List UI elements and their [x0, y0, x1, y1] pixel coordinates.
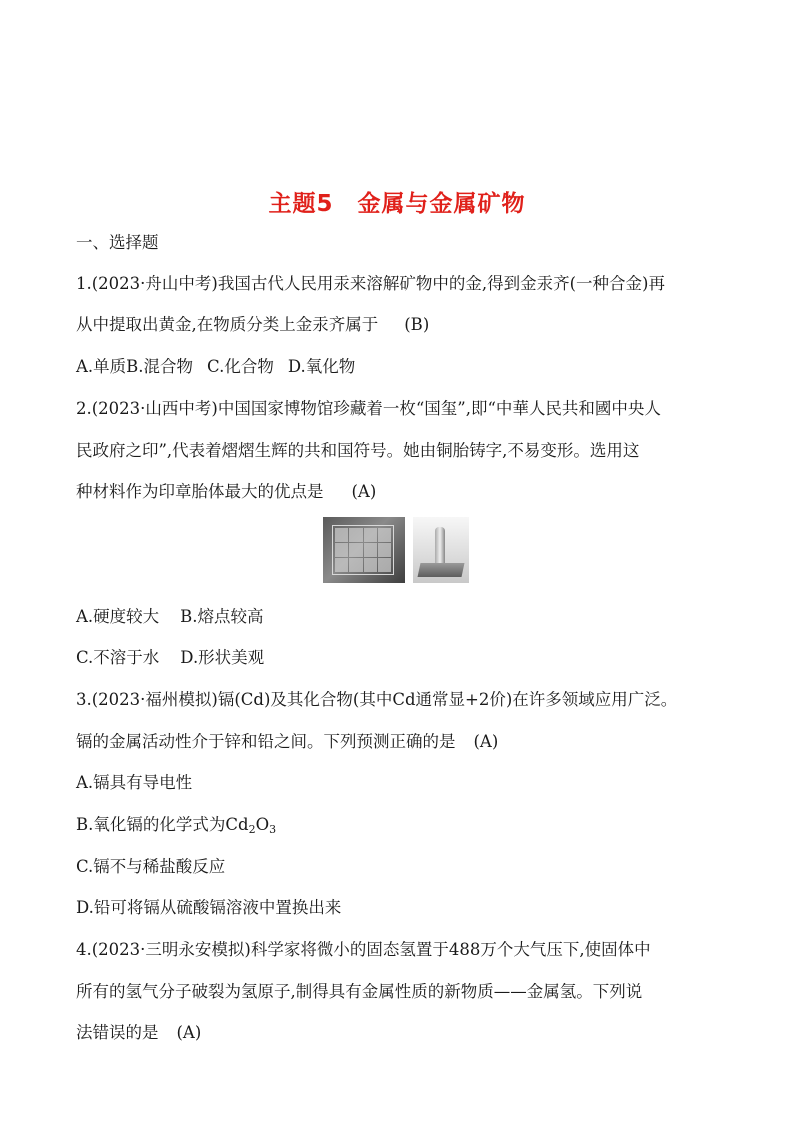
q1-option-c: C.化合物	[207, 357, 274, 376]
q2-option-a: A.硬度较大	[76, 607, 160, 626]
q1-option-a: A.单质	[76, 357, 127, 376]
page-title: 主题5 金属与金属矿物	[268, 191, 526, 217]
seal-face-image	[323, 517, 405, 583]
q2-options-row1	[76, 606, 264, 628]
q1-stem: 从中提取出黄金,在物质分类上金汞齐属于	[76, 315, 379, 334]
q1-option-b: B.混合物	[126, 357, 194, 376]
q4-stem: 法错误的是	[76, 1023, 159, 1042]
q3-option-b: B.氧化镉的化学式为$Cd_2O_3$	[76, 815, 277, 836]
q3-line2	[76, 731, 498, 753]
q2-line2: 民政府之印”,代表着熠熠生辉的共和国符号。她由铜胎铸字,不易变形。选用这	[76, 441, 640, 460]
q2-options-row2	[76, 647, 264, 669]
q1-options	[76, 356, 355, 378]
q3-answer: (A)	[473, 732, 499, 751]
q3-line1: 3.(2023·福州模拟)镉(Cd)及其化合物(其中Cd通常显+2价)在许多领域应用广泛。	[76, 690, 678, 709]
q1-option-d: D.氧化物	[287, 357, 356, 376]
q3-stem: 镉的金属活动性介于锌和铅之间。下列预测正确的是	[76, 732, 456, 751]
q3-option-a: A.镉具有导电性	[76, 773, 193, 792]
q3-option-c: C.镉不与稀盐酸反应	[76, 857, 226, 876]
q2-option-c: C.不溶于水	[76, 648, 160, 667]
q3-option-d: D.铅可将镉从硫酸镉溶液中置换出来	[76, 898, 342, 917]
section-heading: 一、选择题	[76, 233, 159, 252]
q2-answer: (A)	[351, 482, 377, 501]
q4-line3	[76, 1022, 201, 1044]
q2-line1: 2.(2023·山西中考)中国国家博物馆珍藏着一枚“国玺”,即“中華人民共和國中央人	[76, 399, 661, 418]
q4-answer: (A)	[176, 1023, 202, 1042]
q1-answer: (B)	[404, 315, 430, 334]
q1-line1: 1.(2023·舟山中考)我国古代人民用汞来溶解矿物中的金,得到金汞齐(一种合金)再	[76, 274, 665, 293]
q2-option-d: D.形状美观	[180, 648, 265, 667]
q2-option-b: B.熔点较高	[180, 607, 264, 626]
q4-line1: 4.(2023·三明永安模拟)科学家将微小的固态氢置于488万个大气压下,使固体中	[76, 940, 651, 959]
q2-line3	[76, 481, 376, 503]
seal-side-image	[413, 517, 469, 583]
q2-stem: 种材料作为印章胎体最大的优点是	[76, 482, 324, 501]
q1-line2	[76, 314, 429, 336]
q4-line2: 所有的氢气分子破裂为氢原子,制得具有金属性质的新物质——金属氢。下列说	[76, 982, 643, 1001]
